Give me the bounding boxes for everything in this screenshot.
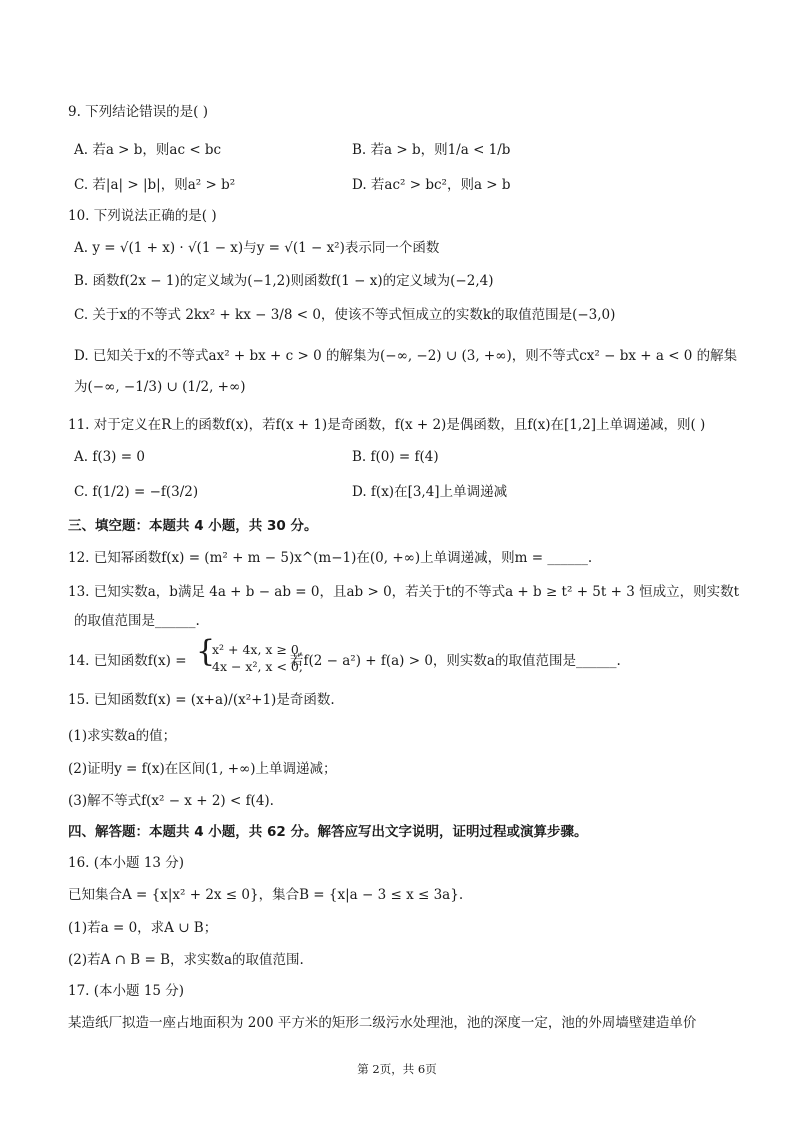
q12-text: 12. 已知幂函数f(x) = (m² + m − 5)x^(m−1)在(0, +∞)上单调递减，则m = ______. xyxy=(68,550,593,566)
q15-stem: 15. 已知函数f(x) = (x+a)/(x²+1)是奇函数. xyxy=(68,692,335,708)
q10-stem: 10. 下列说法正确的是( ) xyxy=(68,208,217,224)
q9-stem: 9. 下列结论错误的是( ) xyxy=(68,104,208,120)
q17-stem: 某造纸厂拟造一座占地面积为 200 平方米的矩形二级污水处理池，池的深度一定，池的外周墙壁建造单价 xyxy=(68,1015,697,1031)
q14-brace: { xyxy=(196,634,216,669)
q15-part-3: (3)解不等式f(x² − x + 2) < f(4). xyxy=(68,793,274,809)
q16-stem: 已知集合A = {x|x² + 2x ≤ 0}，集合B = {x|a − 3 ≤ x ≤ 3a}. xyxy=(68,887,464,903)
q15-part-2: (2)证明y = f(x)在区间(1, +∞)上单调递减； xyxy=(68,761,337,777)
q16-part-2: (2)若A ∩ B = B，求实数a的取值范围. xyxy=(68,952,304,968)
q10-option-a: A. y = √(1 + x) · √(1 − x)与y = √(1 − x²)表示同一个函数 xyxy=(74,240,440,256)
q10-option-d-line1: D. 已知关于x的不等式ax² + bx + c > 0 的解集为(−∞, −2) ∪ (3, +∞)，则不等式cx² − bx + a < 0 的解集 xyxy=(74,348,738,364)
q15-part-1: (1)求实数a的值； xyxy=(68,728,177,744)
q13-line1: 13. 已知实数a，b满足 4a + b − ab = 0，且ab > 0，若关于t的不等式a + b ≥ t² + 5t + 3 恒成立，则实数t xyxy=(68,584,740,600)
q10-option-d-line2: 为(−∞, −1/3) ∪ (1/2, +∞) xyxy=(74,379,246,395)
q10-option-b: B. 函数f(2x − 1)的定义域为(−1,2)则函数f(1 − x)的定义域为(−2,4) xyxy=(74,273,494,289)
q14-case-1: x² + 4x, x ≥ 0, xyxy=(212,642,303,657)
page-footer: 第 2页，共 6页 xyxy=(357,1062,437,1076)
q9-option-d: D. 若ac² > bc²，则a > b xyxy=(352,177,511,193)
q11-option-a: A. f(3) = 0 xyxy=(74,449,145,465)
section-answer-heading: 四、解答题：本题共 4 小题，共 62 分。解答应写出文字说明，证明过程或演算步骤。 xyxy=(68,824,588,840)
q11-option-b: B. f(0) = f(4) xyxy=(352,449,439,465)
q14-tail: 若f(2 − a²) + f(a) > 0，则实数a的取值范围是______. xyxy=(290,653,621,669)
q9-option-c: C. 若|a| > |b|，则a² > b² xyxy=(74,177,236,193)
q11-option-d: D. f(x)在[3,4]上单调递减 xyxy=(352,484,508,500)
q16-header: 16. (本小题 13 分) xyxy=(68,855,185,871)
q16-part-1: (1)若a = 0，求A ∪ B； xyxy=(68,920,218,936)
section-fill-in-blank-heading: 三、填空题：本题共 4 小题，共 30 分。 xyxy=(68,518,318,534)
q13-line2: 的取值范围是______. xyxy=(74,613,200,629)
q11-stem: 11. 对于定义在R上的函数f(x)，若f(x + 1)是奇函数，f(x + 2)是偶函数，且f(x)在[1,2]上单调递减，则( ) xyxy=(68,417,706,433)
q17-header: 17. (本小题 15 分) xyxy=(68,983,185,999)
q14-case-2: 4x − x², x < 0, xyxy=(212,659,303,674)
q11-option-c: C. f(1/2) = −f(3/2) xyxy=(74,484,199,500)
q14-lead: 14. 已知函数f(x) = xyxy=(68,653,187,669)
q9-option-a: A. 若a > b，则ac < bc xyxy=(74,142,222,158)
q9-option-b: B. 若a > b，则1/a < 1/b xyxy=(352,142,511,158)
q10-option-c: C. 关于x的不等式 2kx² + kx − 3/8 < 0，使该不等式恒成立的实数k的取值范围是(−3,0) xyxy=(74,307,616,323)
